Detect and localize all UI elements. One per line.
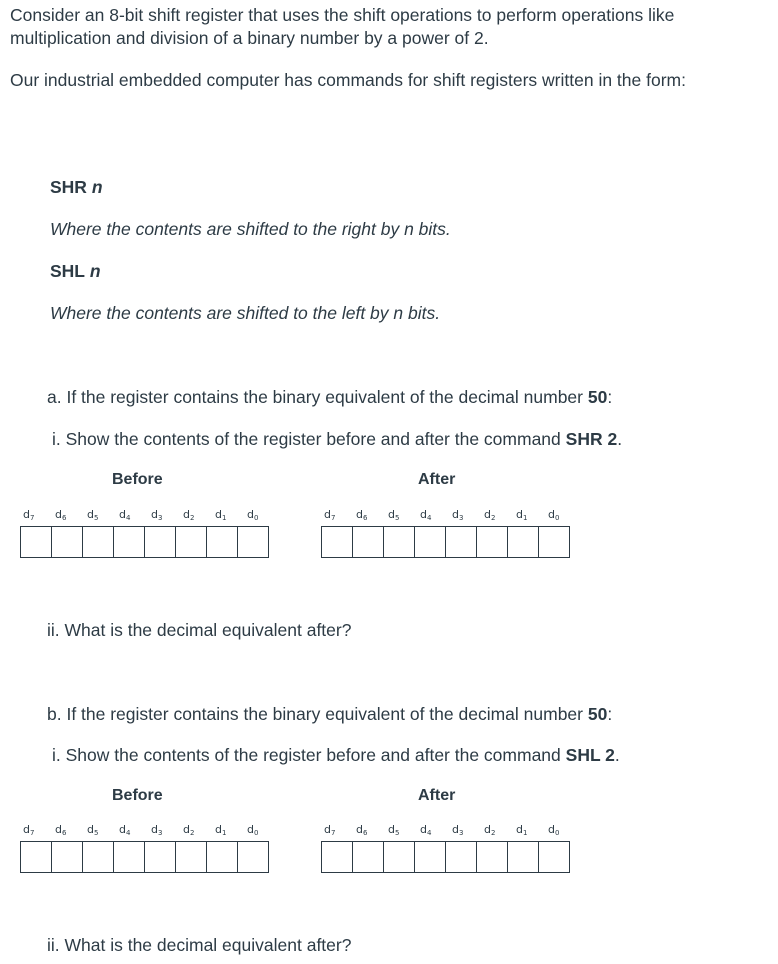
bit-cell-d3[interactable] bbox=[144, 526, 176, 558]
bit-label-d5: $d_5$ bbox=[388, 508, 400, 522]
bit-cell-d4[interactable] bbox=[414, 526, 446, 558]
bit-label-d0: $d_0$ bbox=[247, 508, 259, 522]
bit-label-d1: $d_1$ bbox=[516, 823, 528, 837]
bit-cell-d5[interactable] bbox=[383, 841, 415, 873]
bit-cell-d1[interactable] bbox=[206, 841, 238, 873]
bit-label-d4: $d_4$ bbox=[119, 823, 131, 837]
part-a-after-label: After bbox=[418, 471, 456, 488]
bit-cell-d6[interactable] bbox=[352, 526, 384, 558]
bit-label-d0: $d_0$ bbox=[548, 823, 560, 837]
bit-cell-row bbox=[321, 526, 569, 558]
bit-label-d4: $d_4$ bbox=[119, 508, 131, 522]
bit-cell-d6[interactable] bbox=[352, 841, 384, 873]
part-b-number: 50 bbox=[587, 704, 608, 724]
bit-label-row bbox=[20, 823, 272, 839]
bit-label-d2: $d_2$ bbox=[183, 823, 195, 837]
bit-label-d2: $d_2$ bbox=[484, 508, 496, 522]
part-a-question-text: a. If the register contains the binary equivalent of the decimal number bbox=[47, 387, 588, 407]
bit-cell-d3[interactable] bbox=[144, 841, 176, 873]
bit-label-row bbox=[321, 508, 573, 524]
shl-arg: n bbox=[89, 261, 101, 281]
part-b-sub-ii: ii. What is the decimal equivalent after? bbox=[47, 935, 352, 955]
bit-cell-d4[interactable] bbox=[414, 841, 446, 873]
part-a-question bbox=[47, 386, 612, 409]
bit-cell-d4[interactable] bbox=[113, 841, 145, 873]
bit-label-d6: $d_6$ bbox=[55, 508, 67, 522]
part-a-sub-i-text: i. Show the contents of the register before and after the command bbox=[52, 429, 566, 449]
intro-paragraph-2: Our industrial embedded computer has commands for shift registers written in the form: bbox=[10, 70, 686, 90]
bit-cell-d6[interactable] bbox=[51, 526, 83, 558]
part-b-question bbox=[47, 703, 612, 726]
part-b-before-label: Before bbox=[112, 787, 163, 804]
part-a-period: . bbox=[617, 429, 623, 449]
bit-label-d5: $d_5$ bbox=[388, 823, 400, 837]
bit-cell-d5[interactable] bbox=[383, 526, 415, 558]
bit-cell-d4[interactable] bbox=[113, 526, 145, 558]
bit-label-d3: $d_3$ bbox=[452, 508, 464, 522]
bit-label-d6: $d_6$ bbox=[55, 823, 67, 837]
bit-label-d3: $d_3$ bbox=[452, 823, 464, 837]
shl-op: SHL bbox=[50, 261, 85, 281]
part-b-colon: : bbox=[607, 704, 613, 724]
bit-cell-d5[interactable] bbox=[82, 841, 114, 873]
bit-cell-d1[interactable] bbox=[507, 841, 539, 873]
bit-label-d7: $d_7$ bbox=[324, 823, 336, 837]
bit-label-d7: $d_7$ bbox=[23, 823, 35, 837]
bit-label-d2: $d_2$ bbox=[484, 823, 496, 837]
bit-cell-d2[interactable] bbox=[476, 841, 508, 873]
shr-command bbox=[50, 176, 103, 199]
bit-label-d6: $d_6$ bbox=[356, 508, 368, 522]
shl-description: Where the contents are shifted to the left by n bits. bbox=[50, 303, 441, 323]
bit-label-d4: $d_4$ bbox=[420, 823, 432, 837]
part-b-sub-i bbox=[52, 744, 620, 767]
bit-label-d0: $d_0$ bbox=[548, 508, 560, 522]
shr-description: Where the contents are shifted to the right by n bits. bbox=[50, 219, 451, 239]
intro-paragraph-1: Consider an 8-bit shift register that uses the shift operations to perform operations like multiplication and division of a binary number by a power of 2. bbox=[10, 5, 675, 48]
bit-label-d2: $d_2$ bbox=[183, 508, 195, 522]
bit-label-d6: $d_6$ bbox=[356, 823, 368, 837]
bit-label-d4: $d_4$ bbox=[420, 508, 432, 522]
bit-label-d3: $d_3$ bbox=[151, 823, 163, 837]
bit-cell-d0[interactable] bbox=[237, 841, 269, 873]
bit-cell-d7[interactable] bbox=[321, 841, 353, 873]
shr-arg: n bbox=[91, 177, 103, 197]
bit-cell-d2[interactable] bbox=[476, 526, 508, 558]
bit-cell-d5[interactable] bbox=[82, 526, 114, 558]
part-a-sub-i bbox=[52, 428, 622, 451]
bit-cell-d2[interactable] bbox=[175, 526, 207, 558]
bit-cell-d0[interactable] bbox=[538, 526, 570, 558]
bit-cell-row bbox=[321, 841, 569, 873]
part-a-number: 50 bbox=[587, 387, 608, 407]
bit-cell-d3[interactable] bbox=[445, 526, 477, 558]
part-b-after-register bbox=[321, 823, 573, 839]
part-b-question-text: b. If the register contains the binary equivalent of the decimal number bbox=[47, 704, 588, 724]
bit-cell-d0[interactable] bbox=[237, 526, 269, 558]
bit-label-d3: $d_3$ bbox=[151, 508, 163, 522]
bit-cell-d2[interactable] bbox=[175, 841, 207, 873]
bit-cell-d1[interactable] bbox=[206, 526, 238, 558]
part-b-before-register bbox=[20, 823, 272, 839]
bit-label-d1: $d_1$ bbox=[215, 823, 227, 837]
bit-cell-d7[interactable] bbox=[20, 526, 52, 558]
part-b-period: . bbox=[614, 745, 620, 765]
bit-label-row bbox=[20, 508, 272, 524]
bit-label-d5: $d_5$ bbox=[87, 508, 99, 522]
bit-cell-d3[interactable] bbox=[445, 841, 477, 873]
part-a-after-register bbox=[321, 508, 573, 524]
part-a-colon: : bbox=[607, 387, 613, 407]
part-a-sub-ii: ii. What is the decimal equivalent after? bbox=[47, 620, 352, 640]
part-b-command: SHL 2 bbox=[565, 745, 615, 765]
shr-op: SHR bbox=[50, 177, 87, 197]
bit-cell-d7[interactable] bbox=[20, 841, 52, 873]
bit-cell-d0[interactable] bbox=[538, 841, 570, 873]
bit-label-d0: $d_0$ bbox=[247, 823, 259, 837]
bit-label-d7: $d_7$ bbox=[23, 508, 35, 522]
bit-cell-row bbox=[20, 841, 268, 873]
part-a-before-label: Before bbox=[112, 471, 163, 488]
shl-command bbox=[50, 260, 101, 283]
bit-label-d5: $d_5$ bbox=[87, 823, 99, 837]
bit-label-d1: $d_1$ bbox=[215, 508, 227, 522]
part-b-sub-i-text: i. Show the contents of the register before and after the command bbox=[52, 745, 566, 765]
bit-label-d7: $d_7$ bbox=[324, 508, 336, 522]
bit-label-d1: $d_1$ bbox=[516, 508, 528, 522]
part-a-before-register bbox=[20, 508, 272, 524]
bit-cell-row bbox=[20, 526, 268, 558]
bit-label-row bbox=[321, 823, 573, 839]
bit-cell-d7[interactable] bbox=[321, 526, 353, 558]
part-b-after-label: After bbox=[418, 787, 456, 804]
part-a-command: SHR 2 bbox=[565, 429, 618, 449]
bit-cell-d6[interactable] bbox=[51, 841, 83, 873]
bit-cell-d1[interactable] bbox=[507, 526, 539, 558]
